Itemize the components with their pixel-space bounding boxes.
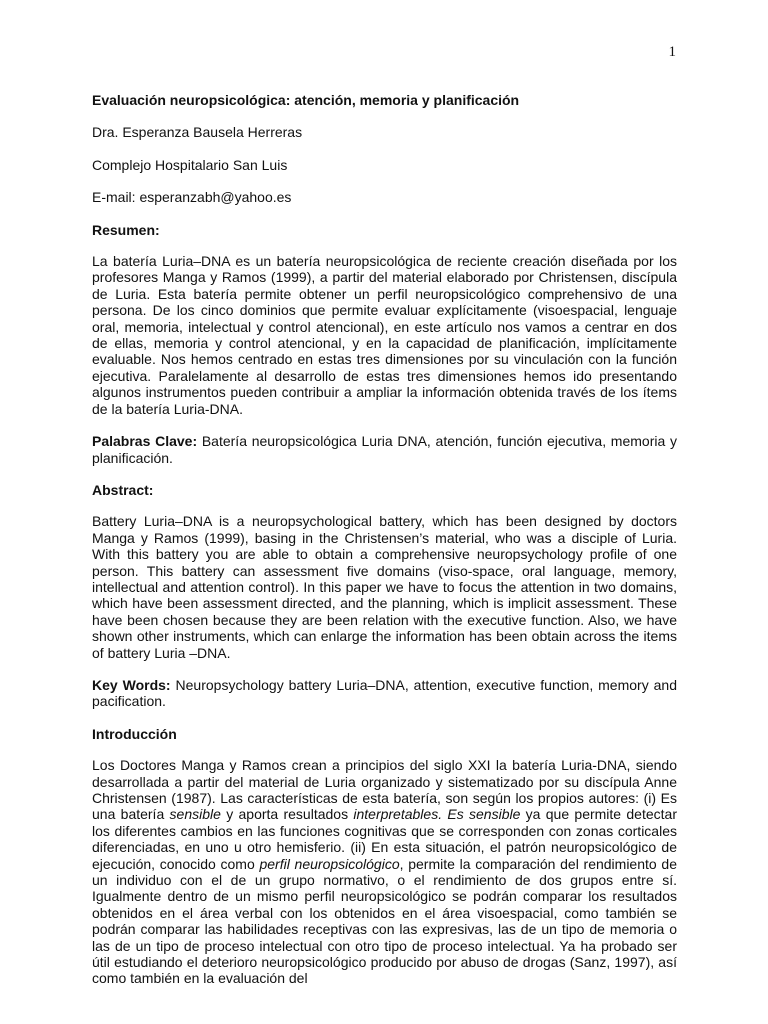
author-name: Dra. Esperanza Bausela Herreras [92,124,303,141]
abstract-heading: Abstract: [92,481,154,498]
resumen-body: La batería Luria–DNA es un batería neuropsicológica de reciente creación diseñada por los profesores Manga y Ramos (1999), a partir del material elaborado por Christensen, discípula de Luria. Esta batería permite obtener un perfil neuropsicológico comprehensivo de una persona. De los cinco dominios que permite evaluar explícitamente (visoespacial, lenguaje oral, memoria, intelectual y control atencional), en este artículo nos vamos a centrar en dos de ellas, memoria y control atencional, y en la capacidad de planificación, implícitamente evaluable. Nos hemos centrado en estas tres dimensiones por su vinculación con la función ejecutiva. Paralelamente al desarrollo de estas tres dimensiones hemos ido presentando algunos instrumentos pueden contribuir a ampliar la información obtenida través de los ítems de la batería Luria-DNA. [92,253,677,417]
key-words-text: Neuropsychology battery Luria–DNA, attention, executive function, memory and pacification. [92,676,677,710]
intro-text: ya que permite detectar los diferentes cambios en las funciones cognitivas que se corresponden con zonas corticales diferenciadas, en uno u otro hemisferio. (ii) En esta situación, el patrón neuropsicológico de ejecución, conocido como [92,806,677,872]
intro-emphasis: perfil neuropsicológico [259,855,400,872]
institution: Complejo Hospitalario San Luis [92,156,288,173]
introduccion-body [92,757,677,987]
palabras-clave [92,433,677,466]
author-email: E-mail: esperanzabh@yahoo.es [92,189,292,206]
paper-title: Evaluación neuropsicológica: atención, memoria y planificación [92,92,520,108]
intro-text: , permite la comparación del rendimiento de un individuo con el de un grupo normativo, o el rendimiento de dos grupos entre sí. Igualmente dentro de un mismo perfil neuropsicológico se podrán comparar los resultados obtenidos en el área verbal con los obtenidos en el área visoespacial, como también se podrán comparar las habilidades receptivas con las expresivas, las de un tipo de memoria o las de un tipo de proceso intelectual con otro tipo de proceso intelectual. Ya ha probado ser útil estudiando el deterioro neuropsicológico producido por abuso de drogas (Sanz, 1997), así como también en la evaluación del [92,855,677,987]
intro-emphasis: sensible [169,806,221,823]
document-body [92,92,677,987]
page-number: 1 [668,44,676,60]
abstract-body: Battery Luria–DNA is a neuropsychological battery, which has been designed by doctors Manga y Ramos (1999), basing in the Christensen’s material, who was a disciple of Luria. With this battery you are able to obtain a comprehensive neuropsychology profile of one person. This battery can assessment five domains (viso-space, oral language, memory, intellectual and attention control). In this paper we have to focus the attention in two domains, which have been assessment directed, and the planning, which is implicit assessment. These have been chosen because they are been relation with the executive function. Also, we have shown other instruments, which can enlarge the information has been obtain across the items of battery Luria –DNA. [92,513,677,661]
palabras-clave-label: Palabras Clave: [92,433,198,450]
intro-text: y aporta resultados [220,806,354,823]
palabras-clave-text: Batería neuropsicológica Luria DNA, atención, función ejecutiva, memoria y planificación. [92,433,677,466]
resumen-heading: Resumen: [92,221,160,238]
introduccion-heading: Introducción [92,725,177,742]
key-words [92,677,677,710]
intro-emphasis: interpretables. Es sensible [353,806,521,823]
key-words-label: Key Words: [92,676,171,693]
intro-text: Los Doctores Manga y Ramos crean a principios del siglo XXI la batería Luria-DNA, siendo desarrollada a partir del material de Luria organizado y sistematizado por su discípula Anne Christensen (1987). Las características de esta batería, son según los propios autores: (i) Es una batería [92,757,677,823]
